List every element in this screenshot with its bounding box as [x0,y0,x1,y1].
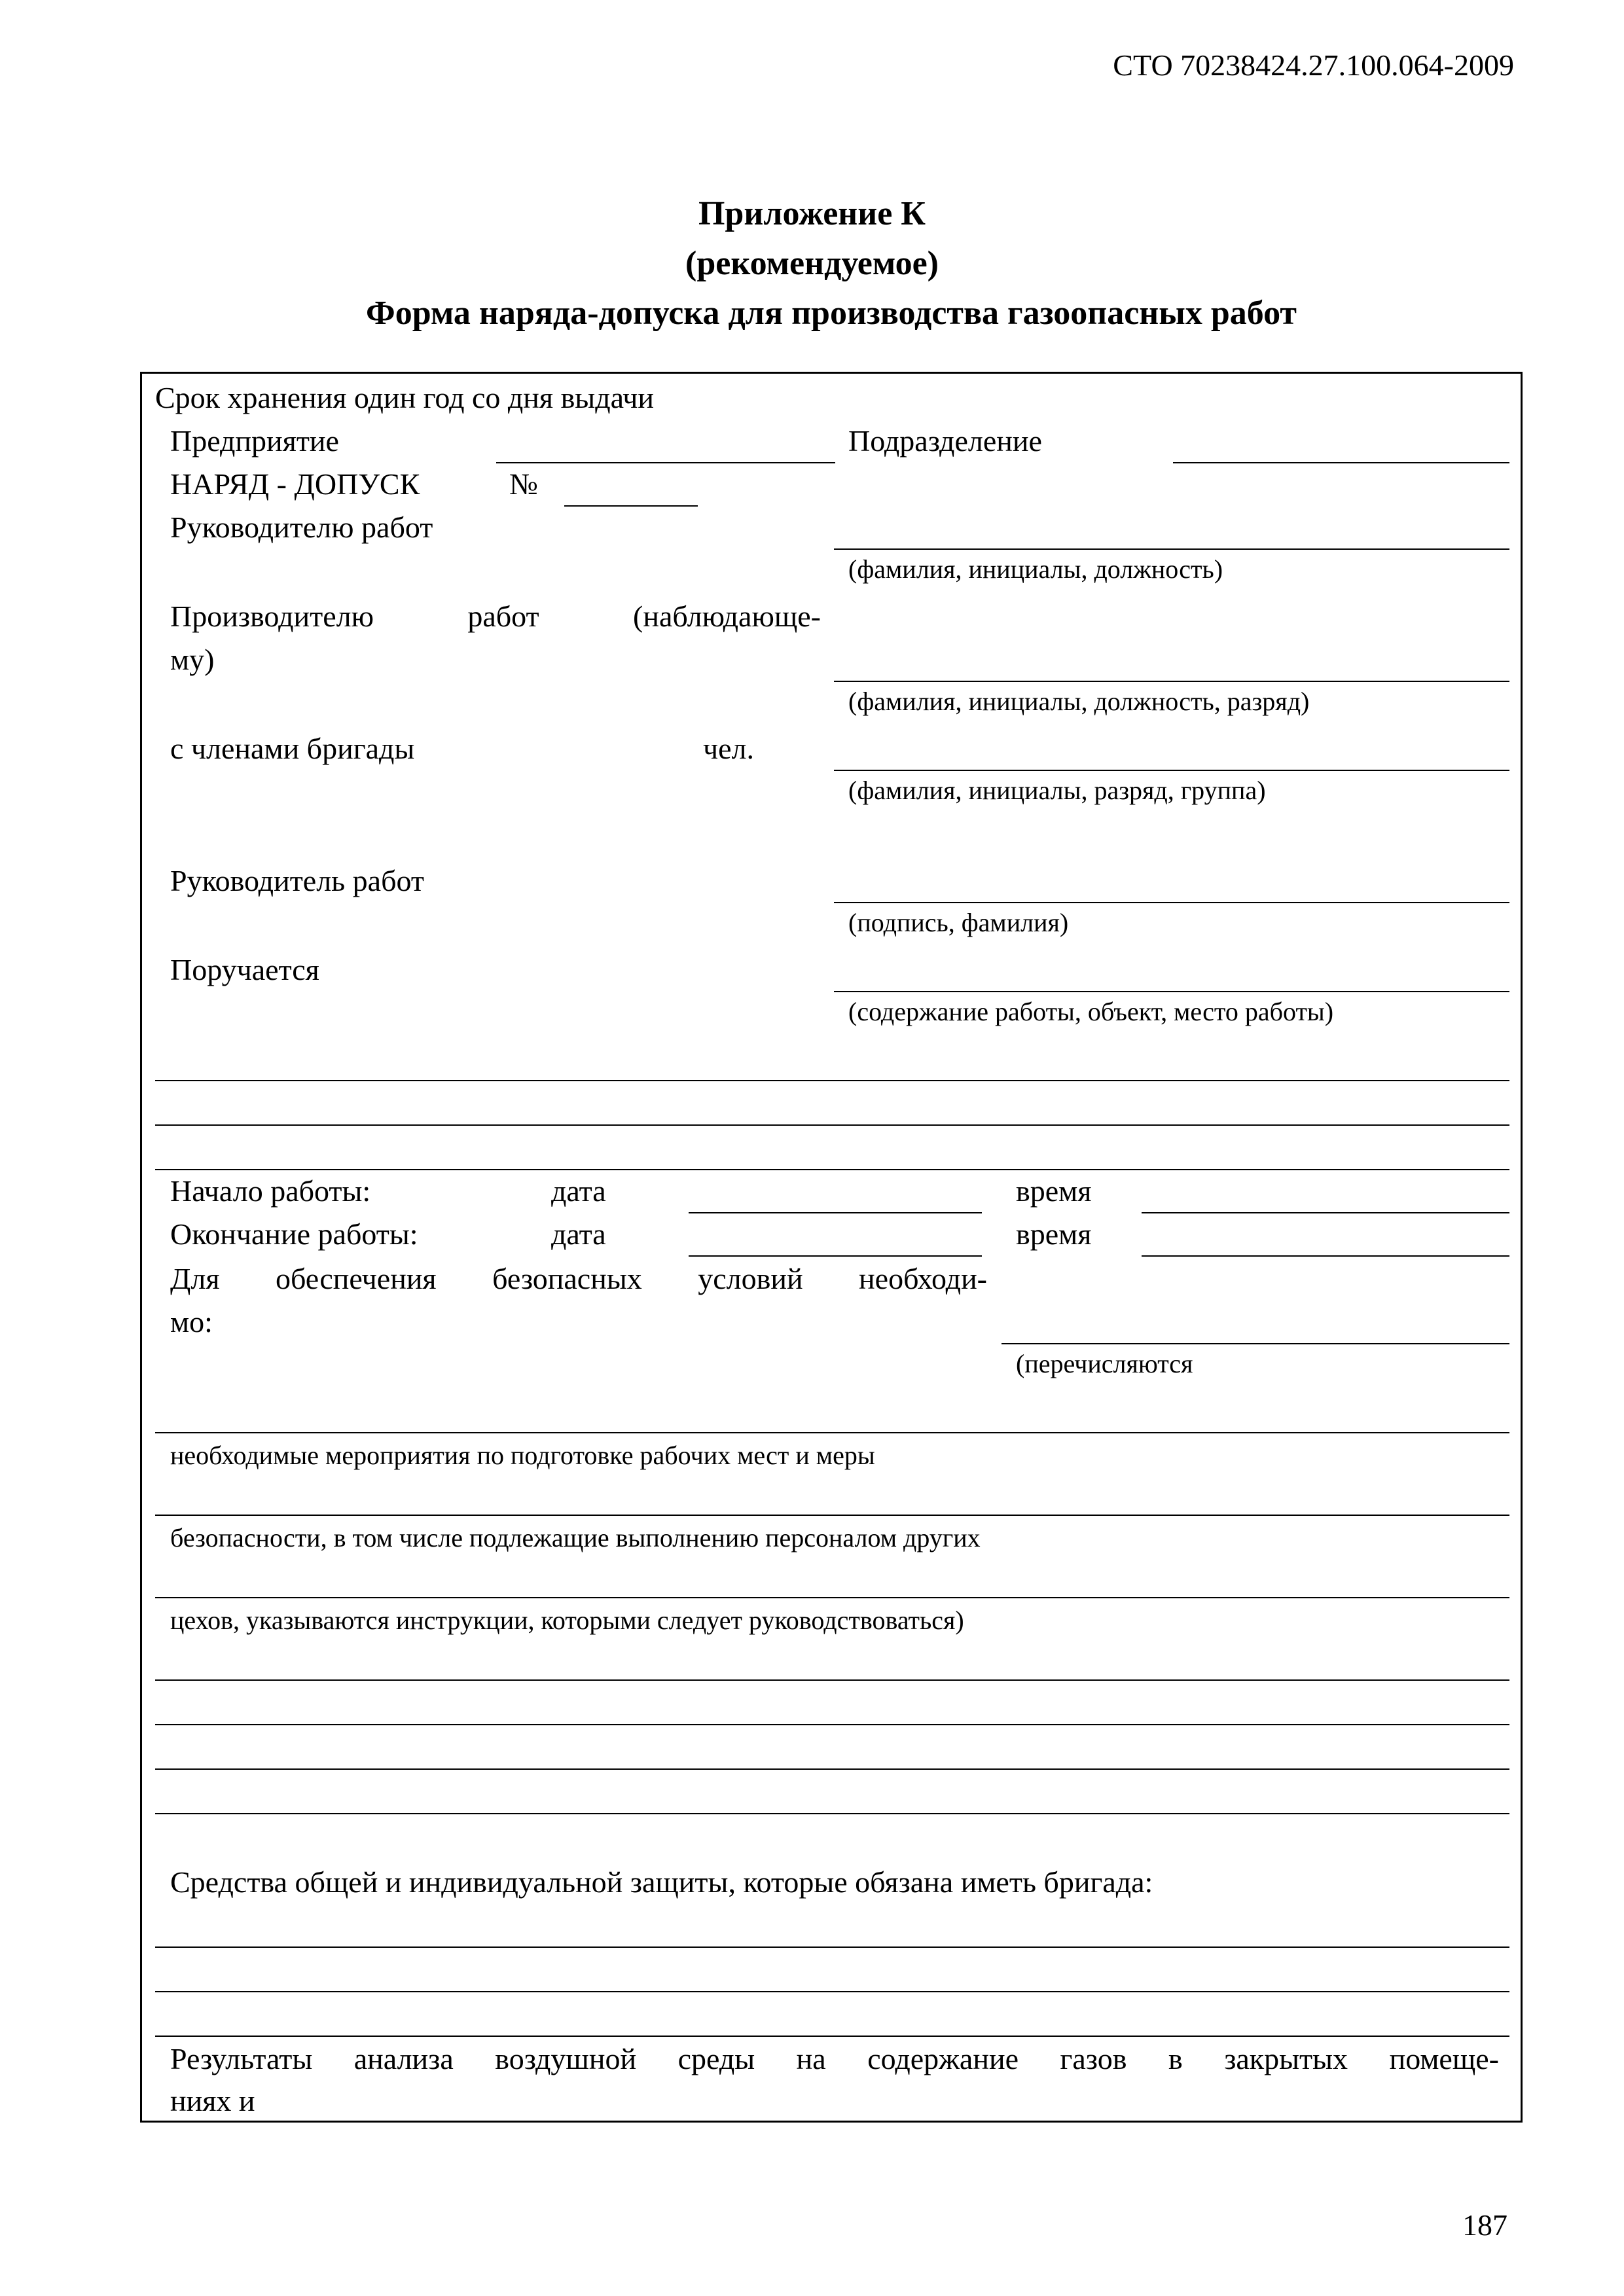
page-number: 187 [1462,2208,1507,2242]
executor-name-field[interactable] [834,681,1509,682]
document-code: СТО 70238424.27.100.064-2009 [1113,48,1514,82]
manager-signature-field[interactable] [834,902,1509,903]
end-time-label: время [1016,1217,1092,1251]
to-executor-label-cont: му) [170,643,215,676]
safety-measures-line[interactable] [155,1515,1509,1516]
team-label: с членами бригады [170,732,415,765]
work-description-line[interactable] [155,1169,1509,1170]
protection-line[interactable] [155,1946,1509,1948]
team-members-field[interactable] [834,770,1509,771]
safety-measures-field[interactable] [1001,1343,1509,1344]
start-time-label: время [1016,1174,1092,1208]
safety-measures-line[interactable] [155,1813,1509,1814]
enterprise-field[interactable] [496,462,835,463]
form-title: Форма наряда-допуска для производства газоопасных работ [366,295,1297,332]
end-date-label: дата [551,1217,606,1251]
analysis-label-cont: ниях и [170,2084,255,2117]
hint-listed-cont: необходимые мероприятия по подготовке рабочих мест и меры [170,1441,875,1470]
end-label: Окончание работы: [170,1217,418,1251]
manager-label: Руководитель работ [170,864,424,897]
start-date-field[interactable] [689,1212,982,1213]
hint-signature: (подпись, фамилия) [848,908,1069,937]
safety-label-cont: мо: [170,1305,213,1338]
permit-label: НАРЯД - ДОПУСК [170,467,420,501]
number-sign: № [509,467,538,501]
safety-measures-line[interactable] [155,1768,1509,1770]
protection-line[interactable] [155,1991,1509,1992]
hint-listed-cont: цехов, указываются инструкции, которыми следует руководствоваться) [170,1605,964,1635]
hint-work-content: (содержание работы, объект, место работы) [848,997,1334,1026]
permit-number-field[interactable] [564,505,698,507]
appendix-title: Приложение К [698,195,926,232]
safety-label: Для обеспечения безопасных условий необходи- [170,1262,987,1295]
assigned-work-field[interactable] [834,991,1509,992]
safety-measures-line[interactable] [155,1724,1509,1725]
assigned-label: Поручается [170,953,319,986]
protection-label: Средства общей и индивидуальной защиты, которые обязана иметь бригада: [170,1865,1153,1899]
start-label: Начало работы: [170,1174,371,1208]
to-manager-label: Руководителю работ [170,511,433,544]
safety-measures-line[interactable] [155,1597,1509,1598]
persons-label: чел. [703,732,755,765]
hint-listed-cont: безопасности, в том числе подлежащие выполнению персоналом других [170,1523,981,1552]
analysis-label: Результаты анализа воздушной среды на содержание газов в закрытых помеще- [170,2042,1499,2075]
start-time-field[interactable] [1142,1212,1509,1213]
safety-measures-line[interactable] [155,1679,1509,1681]
end-date-field[interactable] [689,1255,982,1257]
safety-measures-line[interactable] [155,1432,1509,1433]
storage-period: Срок хранения один год со дня выдачи [155,381,654,414]
protection-line[interactable] [155,2036,1509,2037]
hint-name-position: (фамилия, инициалы, должность) [848,554,1223,584]
hint-name-grade-group: (фамилия, инициалы, разряд, группа) [848,776,1266,805]
end-time-field[interactable] [1142,1255,1509,1257]
start-date-label: дата [551,1174,606,1208]
hint-listed: (перечисляются [1016,1349,1193,1378]
enterprise-label: Предприятие [170,424,339,457]
work-description-line[interactable] [155,1080,1509,1081]
division-field[interactable] [1173,462,1509,463]
appendix-status: (рекомендуемое) [685,245,939,282]
hint-name-position-grade: (фамилия, инициалы, должность, разряд) [848,687,1310,716]
division-label: Подразделение [848,424,1042,457]
work-description-line[interactable] [155,1124,1509,1126]
manager-name-field[interactable] [834,548,1509,550]
to-executor-label: Производителю работ (наблюдающе- [170,600,821,633]
